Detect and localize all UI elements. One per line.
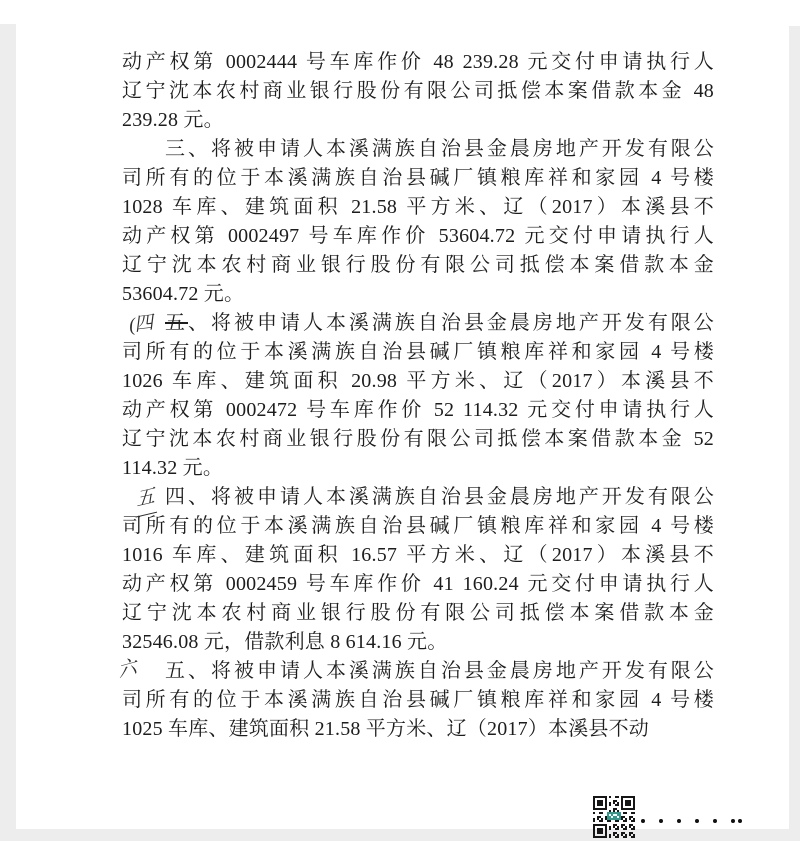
text-line: 1026 车库、建筑面积 20.98 平方米、辽（2017）本溪县不 [122,370,714,392]
dots-row [641,812,742,820]
text-line: 辽宁沈本农村商业银行股份有限公司抵偿本案借款本金 48 [122,80,714,102]
text-run: 、将被申请人本溪满族自治县金晨房地产开发有限公 [188,486,714,508]
text-line [122,309,714,338]
text-line: 司所有的位于本溪满族自治县碱厂镇粮库祥和家园 4 号楼 [122,167,714,189]
text-line: 1028 车库、建筑面积 21.58 平方米、辽（2017）本溪县不 [122,196,714,218]
text-line: 辽宁沈本农村商业银行股份有限公司抵偿本案借款本金 [122,254,714,276]
scan-edge-right [789,26,800,841]
paragraph [122,48,714,135]
dot [641,819,645,823]
text-line: 辽宁沈本农村商业银行股份有限公司抵偿本案借款本金 52 [122,428,714,450]
paragraph [116,656,714,744]
paragraph [122,309,714,483]
text-line: 司所有的位于本溪满族自治县碱厂镇粮库祥和家园 4 号楼 [122,689,714,711]
text-run: 、将被申请人本溪满族自治县金晨房地产开发有限公 [188,312,714,334]
item-marker: 三 [165,138,188,160]
text-line: 114.32 元。 [122,457,224,479]
text-line: 动产权第 0002459 号车库作价 41 160.24 元交付申请执行人 [122,573,714,595]
dot [738,819,742,823]
scan-edge-left [0,24,16,841]
text-line [122,135,714,164]
document-text [116,48,714,744]
text-line [116,656,714,686]
paragraph [122,483,714,657]
text-line: 司所有的位于本溪满族自治县碱厂镇粮库祥和家园 4 号楼 [122,515,714,537]
text-run: 、将被申请人本溪满族自治县金晨房地产开发有限公 [188,660,714,682]
dot [695,819,699,823]
dot [713,819,717,823]
text-line: 239.28 元。 [122,109,224,131]
item-marker: 五 [165,660,188,682]
handwritten-correction: (四 [127,312,154,337]
text-line [122,483,714,512]
dot [731,819,735,823]
item-marker: 四 [165,486,188,508]
paragraph [122,135,714,309]
text-line: 司所有的位于本溪满族自治县碱厂镇粮库祥和家园 4 号楼 [122,341,714,363]
handwritten-correction: 六 [116,656,138,683]
qr-code-stamp [593,796,635,838]
text-line: 动产权第 0002444 号车库作价 48 239.28 元交付申请执行人 [122,51,714,73]
dot [659,819,663,823]
struck-item-marker: 五 [165,312,188,334]
handwritten-correction: 五 [133,481,157,517]
text-run: 、将被申请人本溪满族自治县金晨房地产开发有限公 [188,138,714,160]
text-line: 53604.72 元。 [122,283,245,305]
text-line: 1016 车库、建筑面积 16.57 平方米、辽（2017）本溪县不 [122,544,714,566]
text-line: 动产权第 0002497 号车库作价 53604.72 元交付申请执行人 [122,225,714,247]
text-line: 1025 车库、建筑面积 21.58 平方米、辽（2017）本溪县不动 [122,718,649,740]
text-line: 动产权第 0002472 号车库作价 52 114.32 元交付申请执行人 [122,399,714,421]
text-line: 32546.08 元，借款利息 8 614.16 元。 [122,631,448,653]
dot [677,819,681,823]
scan-edge-bottom [0,829,800,841]
text-line: 辽宁沈本农村商业银行股份有限公司抵偿本案借款本金 [122,602,714,624]
